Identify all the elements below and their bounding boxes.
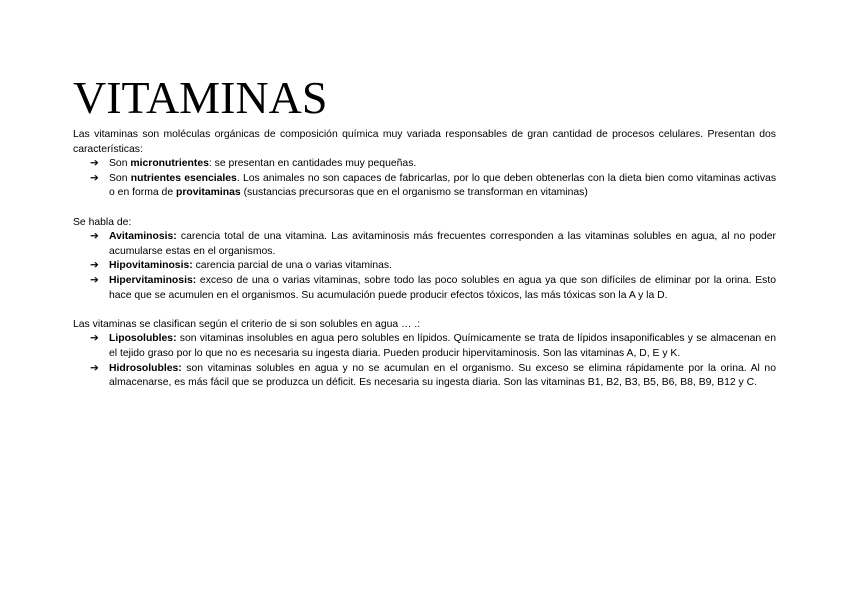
right-arrow-icon: ➔ xyxy=(90,172,99,184)
item-term: Avitaminosis: xyxy=(109,231,177,243)
right-arrow-icon: ➔ xyxy=(90,260,99,272)
list-item xyxy=(90,172,777,201)
item-text: (sustancias precursoras que en el organismo se transforman en vitaminas) xyxy=(240,187,588,199)
right-arrow-icon: ➔ xyxy=(90,333,99,345)
spacer xyxy=(73,201,776,216)
page-title: VITAMINAS xyxy=(73,72,328,123)
section2-list xyxy=(73,230,776,303)
item-term: provitaminas xyxy=(176,187,241,199)
item-text: exceso de una o varias vitaminas, sobre todo las poco solubles en agua ya que son difíciles de eliminar por la orina. Esto hace que se acumulen en el organismos. Su acumulación puede producir efectos tóxicos, las más tóxicas son la A y la D. xyxy=(109,274,776,301)
spacer xyxy=(73,303,776,318)
list-item xyxy=(90,362,776,391)
list-item xyxy=(90,274,776,303)
item-text: . Los animales no son capaces de fabricarlas, por lo que deben obtenerlas con la dieta bien como vitaminas activas o en forma de xyxy=(109,172,777,199)
item-prefix: Son xyxy=(109,172,131,184)
item-term: Hidrosolubles: xyxy=(109,362,182,374)
item-text: : se presentan en cantidades muy pequeñas. xyxy=(208,158,417,170)
item-term: nutrientes esenciales xyxy=(130,172,237,184)
list-item xyxy=(90,259,776,274)
list-item xyxy=(90,332,776,361)
section-heading: Las vitaminas se clasifican según el criterio de si son solubles en agua … .: xyxy=(73,318,421,330)
right-arrow-icon: ➔ xyxy=(90,274,99,286)
item-term: Hipovitaminosis: xyxy=(109,260,193,272)
item-text: son vitaminas solubles en agua y no se acumulan en el organismo. Su exceso se elimina rápidamente por la orina. Al no almacenarse, es más fácil que se produzca un déficit. Es necesaria su ingesta diaria. Son las vitaminas B1, B2, B3, B5, B6, B8, B9, B12 y C. xyxy=(109,362,776,389)
section3-list xyxy=(73,332,776,390)
item-term: Liposolubles: xyxy=(109,333,177,345)
right-arrow-icon: ➔ xyxy=(90,362,99,374)
document-page xyxy=(73,72,776,391)
item-term: Hipervitaminosis: xyxy=(109,274,197,286)
item-prefix: Son xyxy=(109,158,131,170)
item-text: carencia total de una vitamina. Las avitaminosis más frecuentes corresponden a las vitaminas solubles en agua, al no poder acumularse estas en el organismos. xyxy=(109,231,776,257)
item-term: micronutrientes xyxy=(130,158,209,170)
section-heading: Se habla de: xyxy=(73,216,132,228)
right-arrow-icon: ➔ xyxy=(90,231,99,243)
list-item xyxy=(90,157,776,172)
intro-paragraph: Las vitaminas son moléculas orgánicas de composición química muy variada responsables de gran cantidad de procesos celulares. Presentan dos características: xyxy=(73,129,776,155)
list-item xyxy=(90,230,776,259)
item-text: carencia parcial de una o varias vitaminas. xyxy=(192,260,392,272)
right-arrow-icon: ➔ xyxy=(90,158,99,170)
intro-list xyxy=(73,157,776,201)
item-text: son vitaminas insolubles en agua pero solubles en lípidos. Químicamente se trata de lípidos insaponificables y se almacenan en el tejido graso por lo que no es necesaria su ingesta diaria. Pueden producir hipervitaminosis. Son las vitaminas A, D, E y K. xyxy=(109,333,776,359)
